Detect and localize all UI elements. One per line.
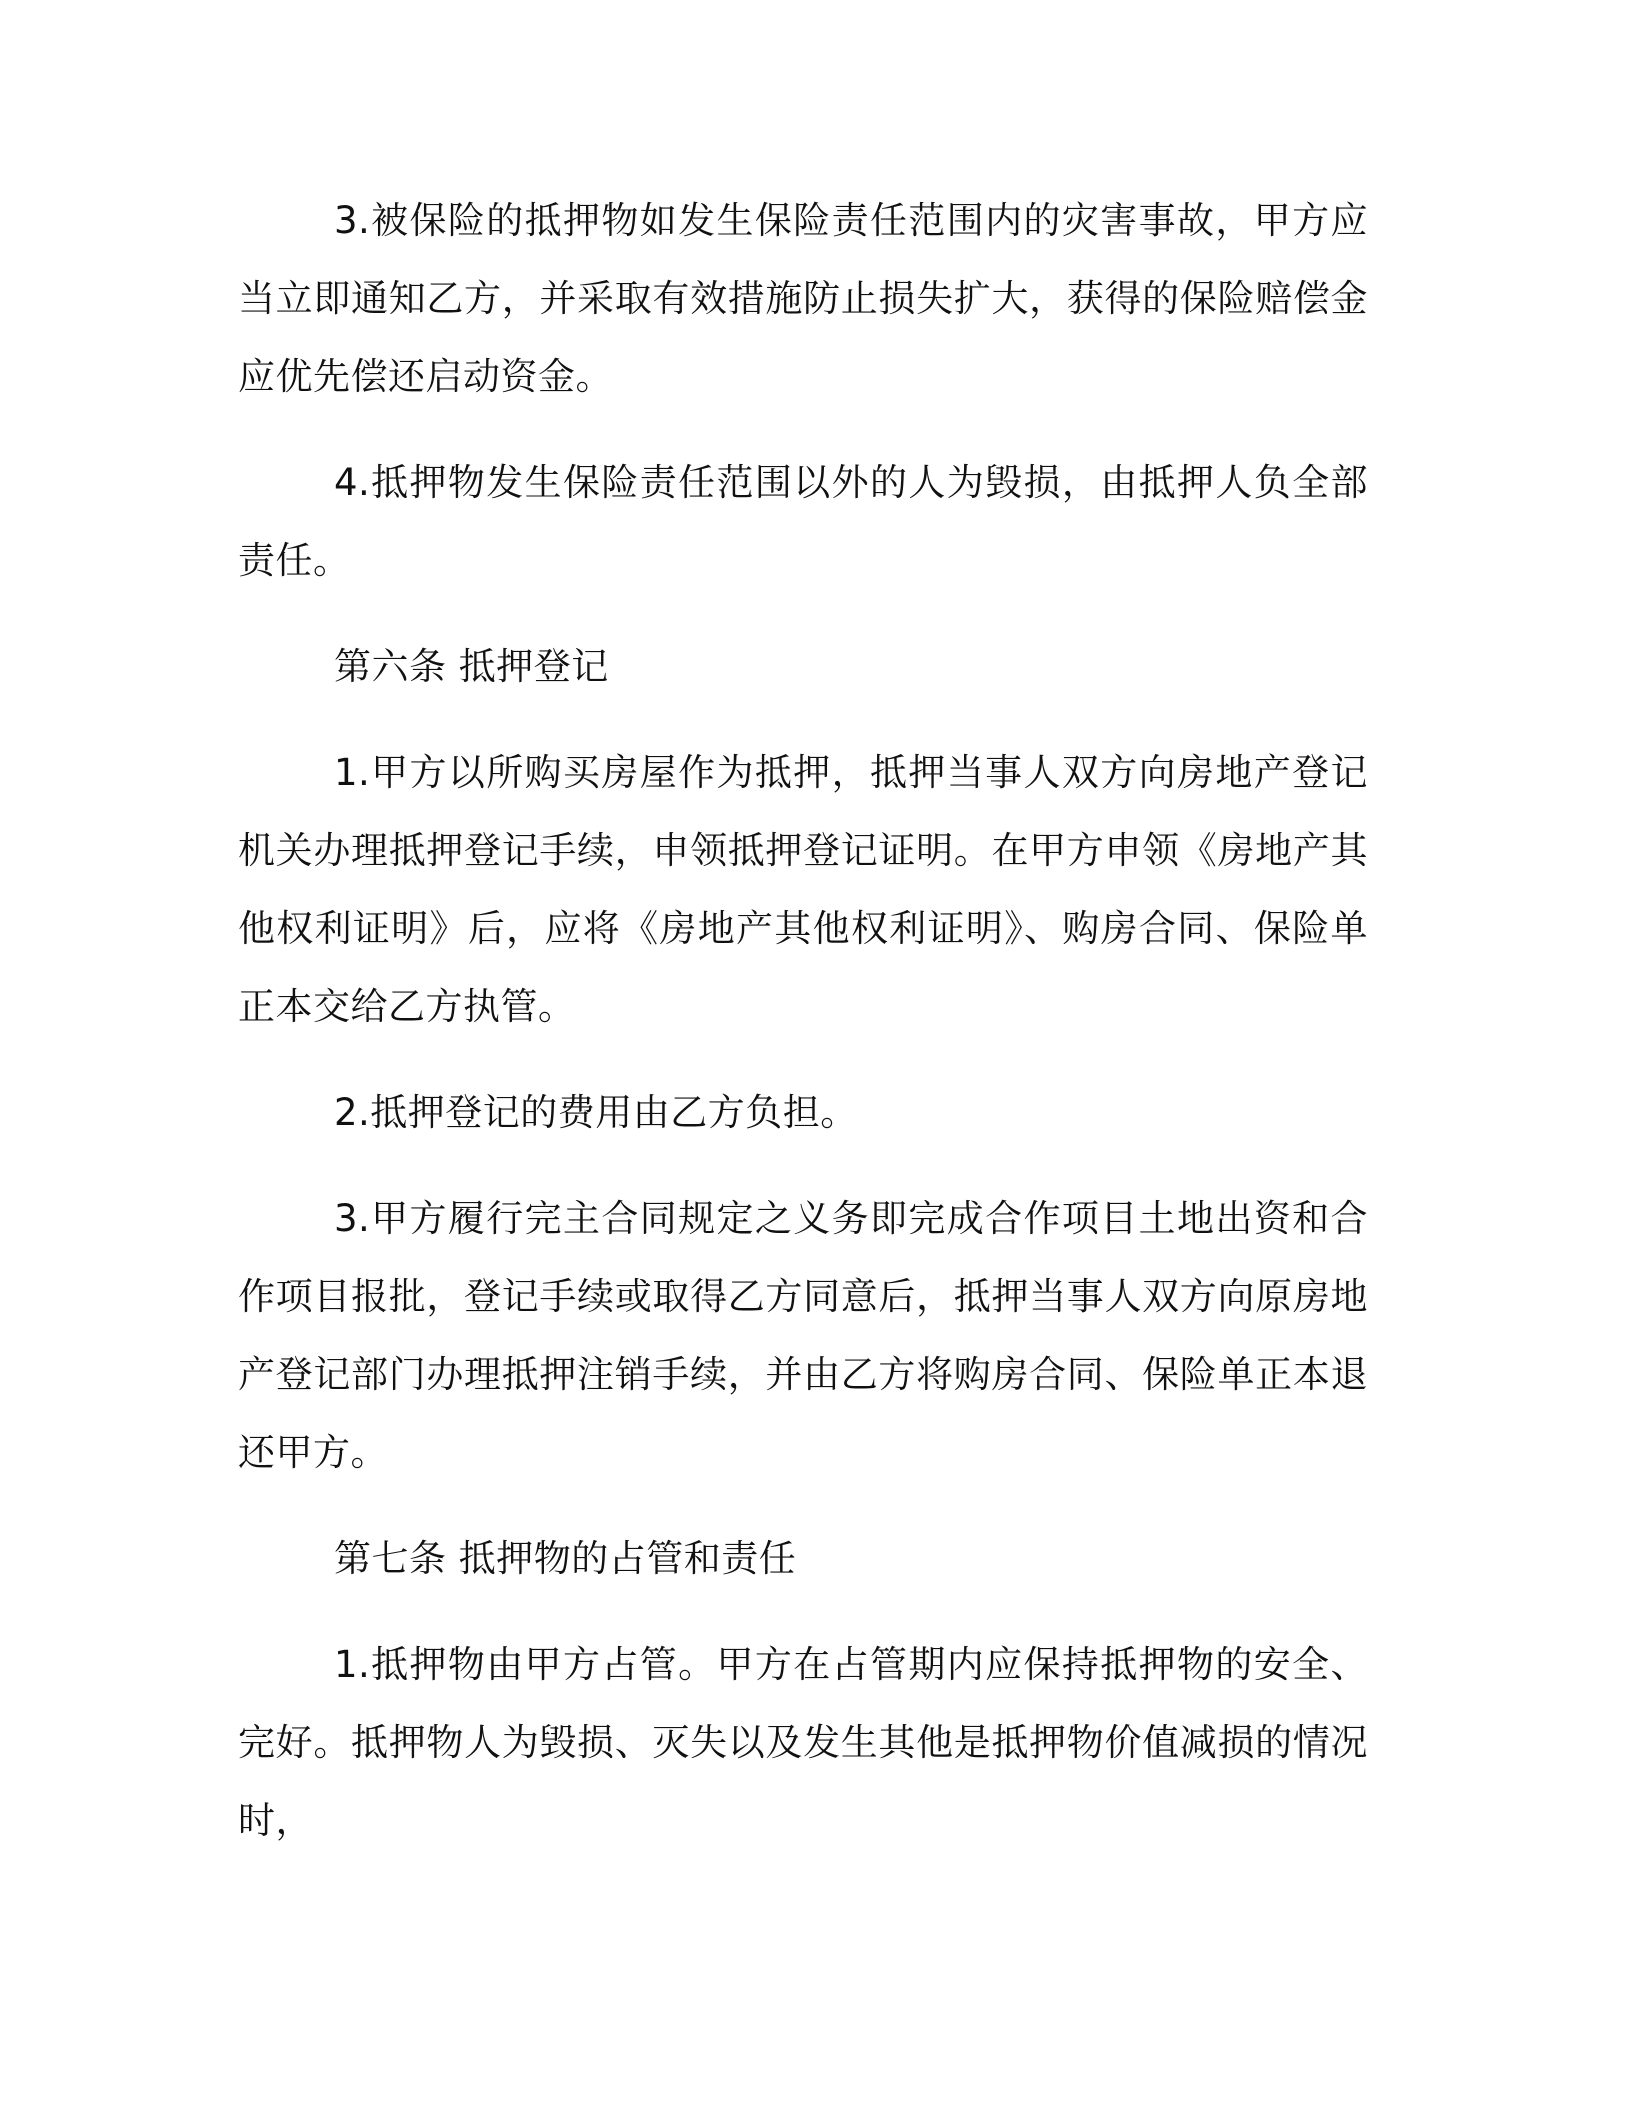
clause-6-item-3: 3.甲方履行完主合同规定之义务即完成合作项目土地出资和合作项目报批，登记手续或取得乙方同意后，抵押当事人双方向原房地产登记部门办理抵押注销手续，并由乙方将购房合同、保险单正本退还甲方。 [238,1197,1368,1474]
article-7-heading: 第七条 抵押物的占管和责任 [334,1537,797,1580]
article-6-heading: 第六条 抵押登记 [334,645,609,688]
clause-5-item-4: 4.抵押物发生保险责任范围以外的人为毁损，由抵押人负全部责任。 [238,461,1368,582]
clause-6-item-2: 2.抵押登记的费用由乙方负担。 [334,1091,858,1134]
document-body [238,182,1368,1888]
clause-6-item-1: 1.甲方以所购买房屋作为抵押，抵押当事人双方向房地产登记机关办理抵押登记手续，申领抵押登记证明。在甲方申领《房地产其他权利证明》后，应将《房地产其他权利证明》、购房合同、保险单正本交给乙方执管。 [238,751,1368,1028]
clause-7-item-1: 1.抵押物由甲方占管。甲方在占管期内应保持抵押物的安全、完好。抵押物人为毁损、灭失以及发生其他是抵押物价值减损的情况时， [238,1643,1368,1842]
clause-5-item-3: 3.被保险的抵押物如发生保险责任范围内的灾害事故，甲方应当立即通知乙方，并采取有效措施防止损失扩大，获得的保险赔偿金应优先偿还启动资金。 [238,199,1368,398]
